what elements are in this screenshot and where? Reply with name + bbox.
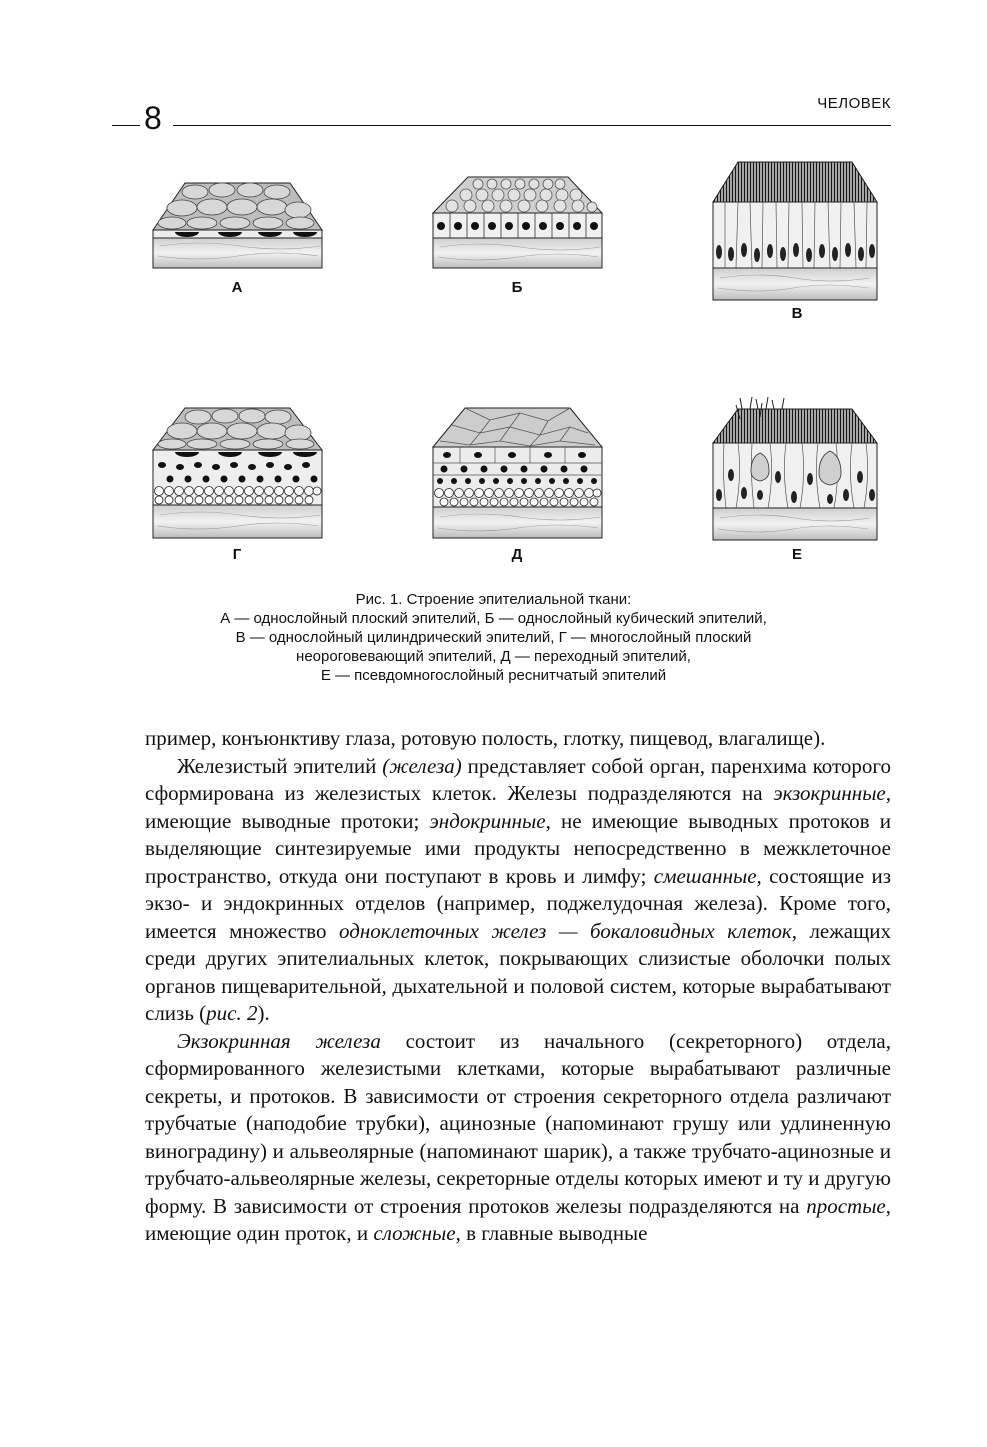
caption-line: Е — псевдомногослойный реснитчатый эпителий <box>320 667 667 684</box>
figure-reference: рис. 2 <box>206 1001 258 1025</box>
panel-v-label: В <box>791 305 803 322</box>
text-run: состоящие из экзо- и эндокринных отделов (например, поджелудочная железа). Кроме того, имеется множество <box>145 863 892 943</box>
panel-b-illustration <box>430 175 605 270</box>
text-run: Железистый эпителий <box>177 753 383 778</box>
paragraph-1: пример, конъюнктиву глаза, ротовую полость, глотку, пищевод, влагалище). <box>145 726 826 750</box>
body-text <box>145 725 891 1248</box>
caption-line: А — однослойный плоский эпителий, Б — однослойный кубический эпителий, <box>220 610 767 627</box>
text-run: , в главные выводные <box>455 1221 648 1245</box>
panel-g-illustration <box>150 405 325 540</box>
panel-e-illustration <box>710 395 880 542</box>
caption-line: Рис. 1. Строение эпителиальной ткани: <box>355 591 632 608</box>
panel-g-label: Г <box>232 546 242 563</box>
italic-term: (железа) <box>382 753 462 778</box>
text-run: , лежащих среди других эпителиальных клеток, покрывающих слизистые оболочки полых органов пищеварительной, дыхательной и половой систем, которые вырабатывают слизь ( <box>145 918 891 1025</box>
italic-term: сложные <box>373 1221 456 1245</box>
text-run: , имеющие один проток, и <box>145 1193 891 1245</box>
italic-term: экзокринные, <box>773 781 891 805</box>
text-run: состоит из начального (секреторного) отдела, сформированного железистыми клетками, которые вырабатывают различные секреты, и протоков. В зависимости от строения секреторного отдела различают трубчатые (наподобие трубки), ацинозные (напоминают грушу или удлиненную виноградину) и альвеолярные (напоминают шарик), а также трубчато-ацинозные и трубчато-альвеолярные железы, секреторные отделы которых имеют и ту и другую форму. В зависимости от строения протоков железы подразделяются на <box>145 1028 891 1218</box>
page-number: 8 <box>144 100 162 136</box>
running-head: ЧЕЛОВЕК <box>817 95 891 112</box>
italic-term: эндокринные <box>429 808 546 833</box>
figure-caption <box>100 590 887 685</box>
figure-epithelium <box>0 0 987 720</box>
panel-e-label: Е <box>791 546 802 563</box>
italic-term: смешанные, <box>653 863 762 888</box>
caption-line: неороговевающий эпителий, Д — переходный эпителий, <box>296 648 691 665</box>
italic-term: Экзокринная железа <box>177 1028 381 1053</box>
italic-term: одноклеточных желез — бокаловидных клеток <box>338 918 792 943</box>
caption-line: В — однослойный цилиндрический эпителий, Г — многослойный плоский <box>235 629 752 646</box>
panel-d-label: Д <box>511 546 523 563</box>
text-run: имеющие выводные протоки; <box>145 808 430 833</box>
panel-d-illustration <box>430 405 605 540</box>
paragraph-3 <box>145 1028 891 1248</box>
italic-term: простые <box>806 1193 886 1218</box>
panel-v-illustration <box>710 160 880 302</box>
paragraph-2 <box>145 753 891 1028</box>
text-run: представляет собой орган, паренхима которого сформирована из железистых клеток. Железы подразделяются на <box>145 753 892 805</box>
panel-a-illustration <box>150 180 325 270</box>
text-run: , не имеющие выводных протоков и выделяющие синтезируемые ими продукты непосредственно в межклеточное пространство, откуда они поступают в кровь и лимфу; <box>145 808 891 888</box>
text-run: ). <box>257 1001 270 1025</box>
panel-b-label: Б <box>511 279 523 296</box>
panel-a-label: А <box>231 279 243 296</box>
